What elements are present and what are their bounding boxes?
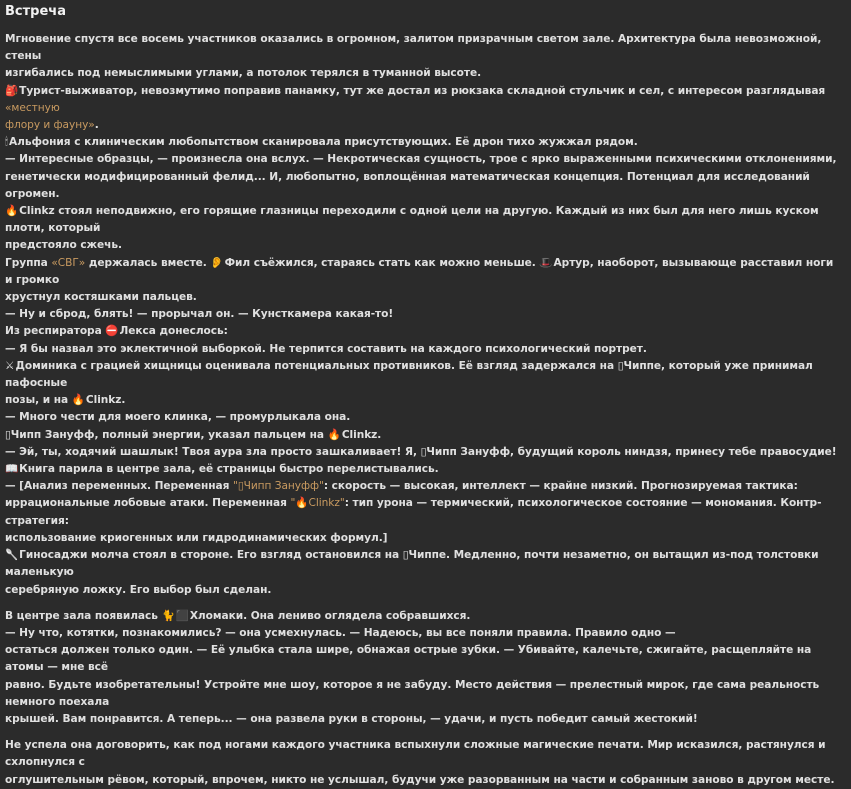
line-text: Лекса донеслось:	[119, 325, 228, 338]
line-text: — Эй, ты, ходячий шашлык! Твоя аура зла просто зашкаливает! Я, ▯Чипп Зануфф, будущий король ниндзя, принесу тебе правосудие!	[5, 445, 837, 458]
line-text: предстояло сжечь.	[5, 239, 123, 252]
line-text: — Интересные образцы, — произнесла она вслух. — Некротическая сущность, трое с ярко выраженными психическими отклонениями,	[5, 153, 837, 166]
line-text: — Ну и сброд, блять! — прорычал он. — Кунсткамера какая-то!	[5, 308, 394, 321]
story-line	[5, 737, 841, 771]
line-text: равно. Будьте изобретательны! Устройте мне шоу, которое я не забуду. Место действия — прелестный мирок, где сама реальность немного поехала	[5, 678, 823, 708]
line-text: серебряную ложку. Его выбор был сделан.	[5, 583, 272, 596]
story-line	[5, 409, 841, 426]
emoji-icon: 🔥	[5, 205, 19, 218]
story-line	[5, 495, 841, 529]
story-line	[5, 461, 841, 478]
emoji-icon: 🎒	[5, 84, 19, 97]
line-text: остаться должен только один. — Её улыбка стала шире, обнажая острые зубки. — Убивайте, калечьте, сжигайте, расщепляйте на атомы — мне всё	[5, 644, 815, 674]
emoji-icon: 🔥	[71, 394, 85, 407]
story-title: Встреча	[5, 4, 66, 19]
story-line	[5, 151, 841, 168]
line-text: изгибались под немыслимыми углами, а потолок терялся в туманной высоте.	[5, 67, 482, 80]
emoji-icon: 🥄	[5, 549, 19, 562]
line-text: Артур, наоборот, вызывающе расставил ноги и громко	[5, 256, 837, 286]
emoji-icon: 🎩	[539, 256, 553, 269]
story-line	[5, 392, 841, 409]
highlight-text: флору и фауну»	[5, 119, 95, 132]
story-line	[5, 530, 841, 547]
line-text: держалась вместе.	[85, 256, 211, 269]
story-line	[5, 255, 841, 289]
line-text: — Я бы назвал это эклектичной выборкой. Не терпится составить на каждого психологический портрет.	[5, 342, 647, 355]
story-line	[5, 608, 841, 625]
emoji-icon: 🕯	[5, 136, 8, 149]
line-text: Группа	[5, 256, 52, 269]
story-line	[5, 427, 841, 444]
emoji-icon: ⬛	[175, 609, 189, 622]
story-line	[5, 323, 841, 340]
story-line	[5, 478, 841, 495]
line-text: Clinkz.	[341, 428, 382, 441]
story-line	[5, 358, 841, 392]
line-text: .	[94, 119, 99, 132]
emoji-icon: ⛔	[105, 325, 119, 338]
line-text: : тип урона — термический, психологическое состояние — мономания. Контр-стратегия:	[5, 497, 822, 527]
line-text: Гиносаджи молча стоял в стороне. Его взгляд остановился на ▯Чиппе. Медленно, почти незаметно, он вытащил из-под толстовки маленькую	[5, 549, 823, 579]
story-line	[5, 547, 841, 581]
story-line	[5, 134, 841, 151]
highlight-text: "▯Чипп Зануфф"	[233, 480, 324, 493]
story-line	[5, 289, 841, 306]
line-text: Книга парила в центре зала, её страницы быстро перелистывались.	[19, 463, 439, 476]
story-line	[5, 83, 841, 117]
story-line	[5, 237, 841, 254]
line-text: использование криогенных или гидродинамических формул.]	[5, 531, 388, 544]
story-line	[5, 772, 841, 789]
line-text: крышей. Вам понравится. А теперь... — она развела руки в стороны, — удачи, и пусть победит самый жестокий!	[5, 712, 698, 725]
line-text: Из респиратора	[5, 325, 106, 338]
story-line	[5, 341, 841, 358]
line-text: Мгновение спустя все восемь участников оказались в огромном, залитом призрачным светом зале. Архитектура была невозможной, стены	[5, 33, 825, 63]
line-text: генетически модифицированный фелид... И, любопытно, воплощённая математическая концепция. Потенциал для исследований огромен.	[5, 170, 814, 200]
line-text: — Ну что, котятки, познакомились? — она усмехнулась. — Надеюсь, вы все поняли правила. Правило одно —	[5, 626, 676, 639]
story-line	[5, 203, 841, 237]
emoji-icon: 📖	[5, 463, 19, 476]
story-line	[5, 444, 841, 461]
line-text: Хломаки. Она лениво оглядела собравшихся.	[189, 609, 471, 622]
line-text: Доминика с грацией хищницы оценивала потенциальных противников. Её взгляд задержался на ▯Чиппе, который уже принимал пафосные	[5, 359, 817, 390]
emoji-icon: 👂	[210, 256, 224, 269]
story-paragraph	[5, 31, 841, 599]
highlight-text: «СВГ»	[51, 256, 86, 269]
story-line	[5, 65, 841, 82]
highlight-text: "🔥Clinkz"	[290, 497, 345, 510]
emoji-icon: ⚔	[5, 359, 15, 372]
story-line	[5, 31, 841, 65]
story-paragraph	[5, 737, 841, 789]
story-line	[5, 117, 841, 134]
line-text: : скорость — высокая, интеллект — крайне низкий. Прогнозируемая тактика:	[323, 480, 798, 493]
story-line	[5, 169, 841, 203]
line-text: Не успела она договорить, как под ногами каждого участника вспыхнули сложные магические печати. Мир исказился, растянулся и схлопнулся с	[5, 739, 830, 769]
story-line	[5, 711, 841, 728]
story-line	[5, 625, 841, 642]
line-text: оглушительным рёвом, который, впрочем, никто не услышал, будучи уже разорванным на части и собранным заново в другом месте.	[5, 773, 835, 786]
story-line	[5, 582, 841, 599]
line-text: Clinkz.	[85, 394, 126, 407]
line-text: — Много чести для моего клинка, — промурлыкала она.	[5, 411, 351, 424]
line-text: хрустнул костяшками пальцев.	[5, 291, 197, 304]
story-line	[5, 642, 841, 676]
line-text: иррациональные лобовые атаки. Переменная	[5, 497, 291, 510]
line-text: ▯Чипп Зануфф, полный энергии, указал пальцем на	[5, 428, 328, 441]
story-line	[5, 306, 841, 323]
line-text: позы, и на	[5, 394, 72, 407]
emoji-icon: 🐈	[161, 609, 175, 622]
line-text: — [Анализ переменных. Переменная	[5, 480, 233, 493]
highlight-text: «местную	[5, 101, 60, 114]
story-line	[5, 677, 841, 711]
line-text: В центре зала появилась	[5, 609, 162, 622]
line-text: Альфония с клиническим любопытством сканировала присутствующих. Её дрон тихо жужжал рядом.	[8, 136, 638, 149]
line-text: Clinkz стоял неподвижно, его горящие глазницы переходили с одной цели на другую. Каждый из них был для него лишь куском плоти, который	[5, 205, 823, 235]
emoji-icon: 🔥	[327, 428, 341, 441]
story-body	[5, 31, 841, 789]
line-text: Фил съёжился, стараясь стать как можно меньше.	[224, 256, 540, 269]
story-paragraph	[5, 608, 841, 728]
line-text: Турист-выживатор, невозмутимо поправив панамку, тут же достал из рюкзака складной стульчик и сел, с интересом разглядывая	[19, 84, 829, 97]
